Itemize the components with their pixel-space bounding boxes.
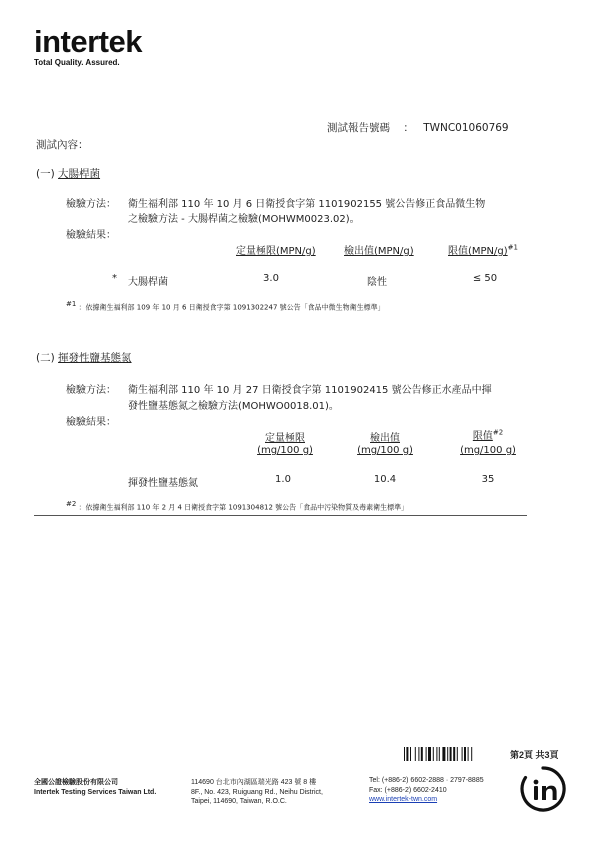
- section1-row-limit: ≤ 50: [472, 273, 498, 284]
- section1-prefix: (一): [36, 168, 55, 180]
- footer-address-zh: 114690 台北市內湖區瑞光路 423 號 8 樓: [191, 779, 317, 786]
- section2-col-detected: 檢出值: [370, 433, 400, 444]
- footer-tel: Tel: (+886-2) 6602-2888 · 2797-8885: [369, 777, 484, 784]
- section1-heading: [36, 166, 100, 181]
- page-number: 第2頁 共3頁: [510, 750, 559, 760]
- section2-row-loq: 1.0: [275, 474, 291, 485]
- section1-col-limit-text: 限值(MPN/g): [448, 246, 508, 257]
- footer-address-en2: Taipei, 114690, Taiwan, R.O.C.: [191, 798, 287, 805]
- section1-result-label: 檢驗結果：: [66, 230, 116, 241]
- section2-col-detected-unit: (mg/100 g): [357, 445, 413, 456]
- end-of-content-rule: [34, 515, 527, 516]
- section2-row-detected: 10.4: [373, 474, 397, 485]
- footer-company-en: Intertek Testing Services Taiwan Ltd.: [34, 789, 157, 796]
- barcode: [404, 747, 499, 761]
- report-number: [327, 120, 509, 135]
- section2-method-line2: 發性鹽基態氮之檢驗方法(MOHWO0018.01)。: [128, 401, 339, 412]
- footer-address: [191, 778, 323, 807]
- section1-row-item: 大腸桿菌: [128, 277, 168, 288]
- logo-tagline: Total Quality. Assured.: [34, 58, 120, 67]
- section1-method-line2: 之檢驗方法 - 大腸桿菌之檢驗(MOHWM0023.02)。: [128, 214, 360, 225]
- report-number-label: 測試報告號碼: [327, 122, 390, 134]
- section2-footnote-mark: #2: [66, 500, 77, 508]
- section2-col-limit-unit: (mg/100 g): [460, 445, 516, 456]
- section1-footnote-mark: #1: [66, 300, 77, 308]
- logo-wordmark: intertek: [34, 24, 142, 59]
- footer-website-link[interactable]: www.intertek-twn.com: [369, 796, 438, 803]
- section2-heading: [36, 350, 132, 365]
- section2-col-loq: 定量極限: [265, 433, 305, 444]
- section1-row-detected: 陰性: [367, 277, 387, 288]
- section1-col-loq: 定量極限(MPN/g): [236, 246, 316, 257]
- section2-method-label: 檢驗方法：: [66, 385, 116, 396]
- section2-col-limit-text: 限值: [472, 431, 493, 442]
- section1-footnote: [66, 300, 385, 312]
- footer-company: [34, 778, 156, 798]
- section2-row-limit: 35: [481, 474, 495, 485]
- section1-footnote-text: ：依據衛生福利部 109 年 10 月 6 日衛授食字第 1091302247 號公告「食品中微生物衛生標準」: [78, 303, 385, 312]
- section1-title: 大腸桿菌: [58, 168, 101, 180]
- section1-col-limit-note: #1: [507, 243, 518, 252]
- section2-footnote-text: ：依據衛生福利部 110 年 2 月 4 日衛授食字第 1091304812 號公告「食品中污染物質及毒素衛生標準」: [78, 503, 409, 512]
- footer-fax: Fax: (+886-2) 6602-2410: [369, 786, 447, 794]
- report-number-value: TWNC01060769: [423, 122, 509, 134]
- intertek-badge-icon: [519, 765, 567, 813]
- section2-title: 揮發性鹽基態氮: [58, 352, 132, 364]
- section2-result-label: 檢驗結果：: [66, 417, 116, 428]
- section1-col-detected: 檢出值(MPN/g): [344, 246, 414, 257]
- footer-contact: [369, 776, 484, 805]
- section2-row-item: 揮發性鹽基態氮: [128, 478, 198, 489]
- section2-col-limit: [453, 427, 523, 442]
- section2-col-loq-unit: (mg/100 g): [257, 445, 313, 456]
- footer-company-zh: 全國公證檢驗股份有限公司: [34, 779, 118, 786]
- section1-method-line1: 衛生福利部 110 年 10 月 6 日衛授食字第 1101902155 號公告修正食品微生物: [128, 199, 486, 210]
- test-content-label: 測試內容：: [36, 139, 89, 151]
- intertek-logo: [34, 26, 142, 67]
- report-number-colon: ：: [403, 122, 414, 134]
- section1-col-limit: [448, 242, 518, 257]
- section2-prefix: (二): [36, 352, 55, 364]
- section2-col-limit-note: #2: [492, 428, 504, 437]
- section1-row-loq: 3.0: [263, 273, 279, 284]
- section2-method-line1: 衛生福利部 110 年 10 月 27 日衛授食字第 1101902415 號公告修正水產品中揮: [128, 385, 492, 396]
- section1-row-mark: *: [112, 273, 117, 284]
- section2-footnote: [66, 500, 408, 512]
- section1-method-label: 檢驗方法：: [66, 199, 116, 210]
- footer-address-en1: 8F., No. 423, Ruiguang Rd., Neihu District,: [191, 788, 323, 796]
